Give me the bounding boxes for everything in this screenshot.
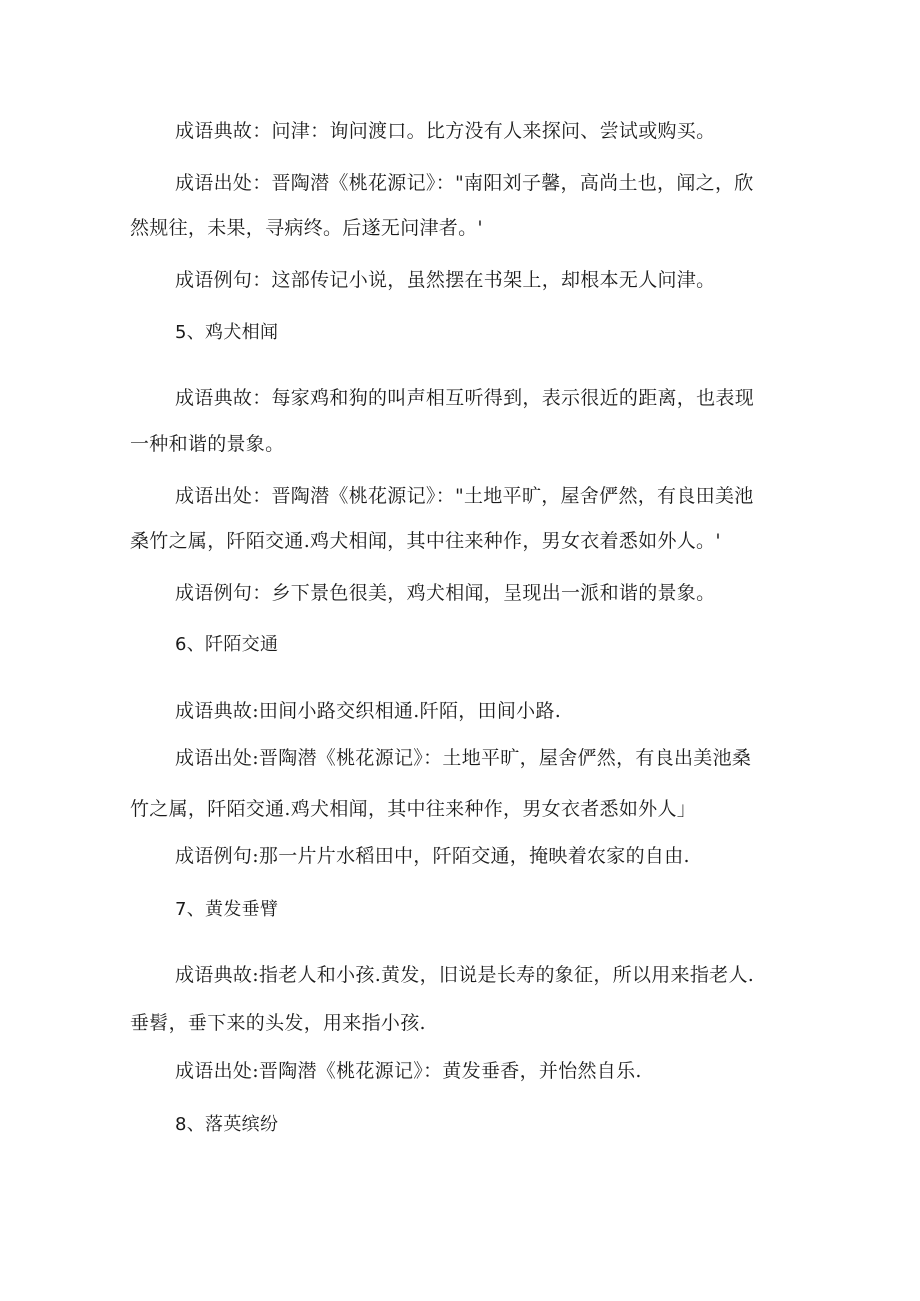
idiom-source-paragraph: 成语出处:晋陶潜《桃花源记》：黄发垂香，并怡然自乐.	[175, 1060, 642, 1082]
idiom-source-paragraph: 成语出处:晋陶潜《桃花源记》：土地平旷，屋舍俨然，有良出美池桑	[175, 747, 752, 769]
idiom-example-paragraph: 成语例句：这部传记小说，虽然摆在书架上，却根本无人问津。	[175, 269, 716, 291]
idiom-source-continuation: 然规往，未果，寻病终。后遂无问津者。'	[130, 217, 483, 239]
idiom-source-paragraph: 成语出处：晋陶潜《桃花源记》："南阳刘子馨，高尚土也，闻之，欣	[175, 172, 754, 194]
idiom-example-paragraph: 成语例句:那一片片水稻田中，阡陌交通，掩映着农家的自由.	[175, 845, 690, 867]
idiom-story-paragraph: 成语典故:田间小路交织相通.阡陌，田间小路.	[175, 700, 562, 722]
section-heading-5: 5、鸡犬相闻	[175, 322, 279, 343]
idiom-story-paragraph: 成语典故：问津：询问渡口。比方没有人来探问、尝试或购买。	[175, 120, 716, 142]
idiom-story-continuation: 垂髫，垂下来的头发，用来指小孩.	[130, 1012, 426, 1034]
idiom-source-continuation: 桑竹之属，阡陌交通.鸡犬相闻，其中往来种作，男女衣着悉如外人。'	[130, 530, 721, 552]
idiom-source-paragraph: 成语出处：晋陶潜《桃花源记》："土地平旷，屋舍俨然，有良田美池	[175, 485, 754, 507]
idiom-story-paragraph: 成语典故:指老人和小孩.黄发，旧说是长寿的象征，所以用来指老人.	[175, 964, 755, 986]
idiom-source-continuation: 竹之属，阡陌交通.鸡犬相闻，其中往来种作，男女衣者悉如外人」	[130, 798, 697, 820]
idiom-example-paragraph: 成语例句：乡下景色很美，鸡犬相闻，呈现出一派和谐的景象。	[175, 582, 716, 604]
section-heading-7: 7、黄发垂臂	[175, 899, 279, 920]
idiom-story-paragraph: 成语典故：每家鸡和狗的叫声相互听得到，表示很近的距离，也表现	[175, 387, 755, 409]
idiom-story-continuation: 一种和谐的景象。	[130, 433, 285, 455]
section-heading-6: 6、阡陌交通	[175, 634, 279, 655]
section-heading-8: 8、落英缤纷	[175, 1114, 279, 1135]
